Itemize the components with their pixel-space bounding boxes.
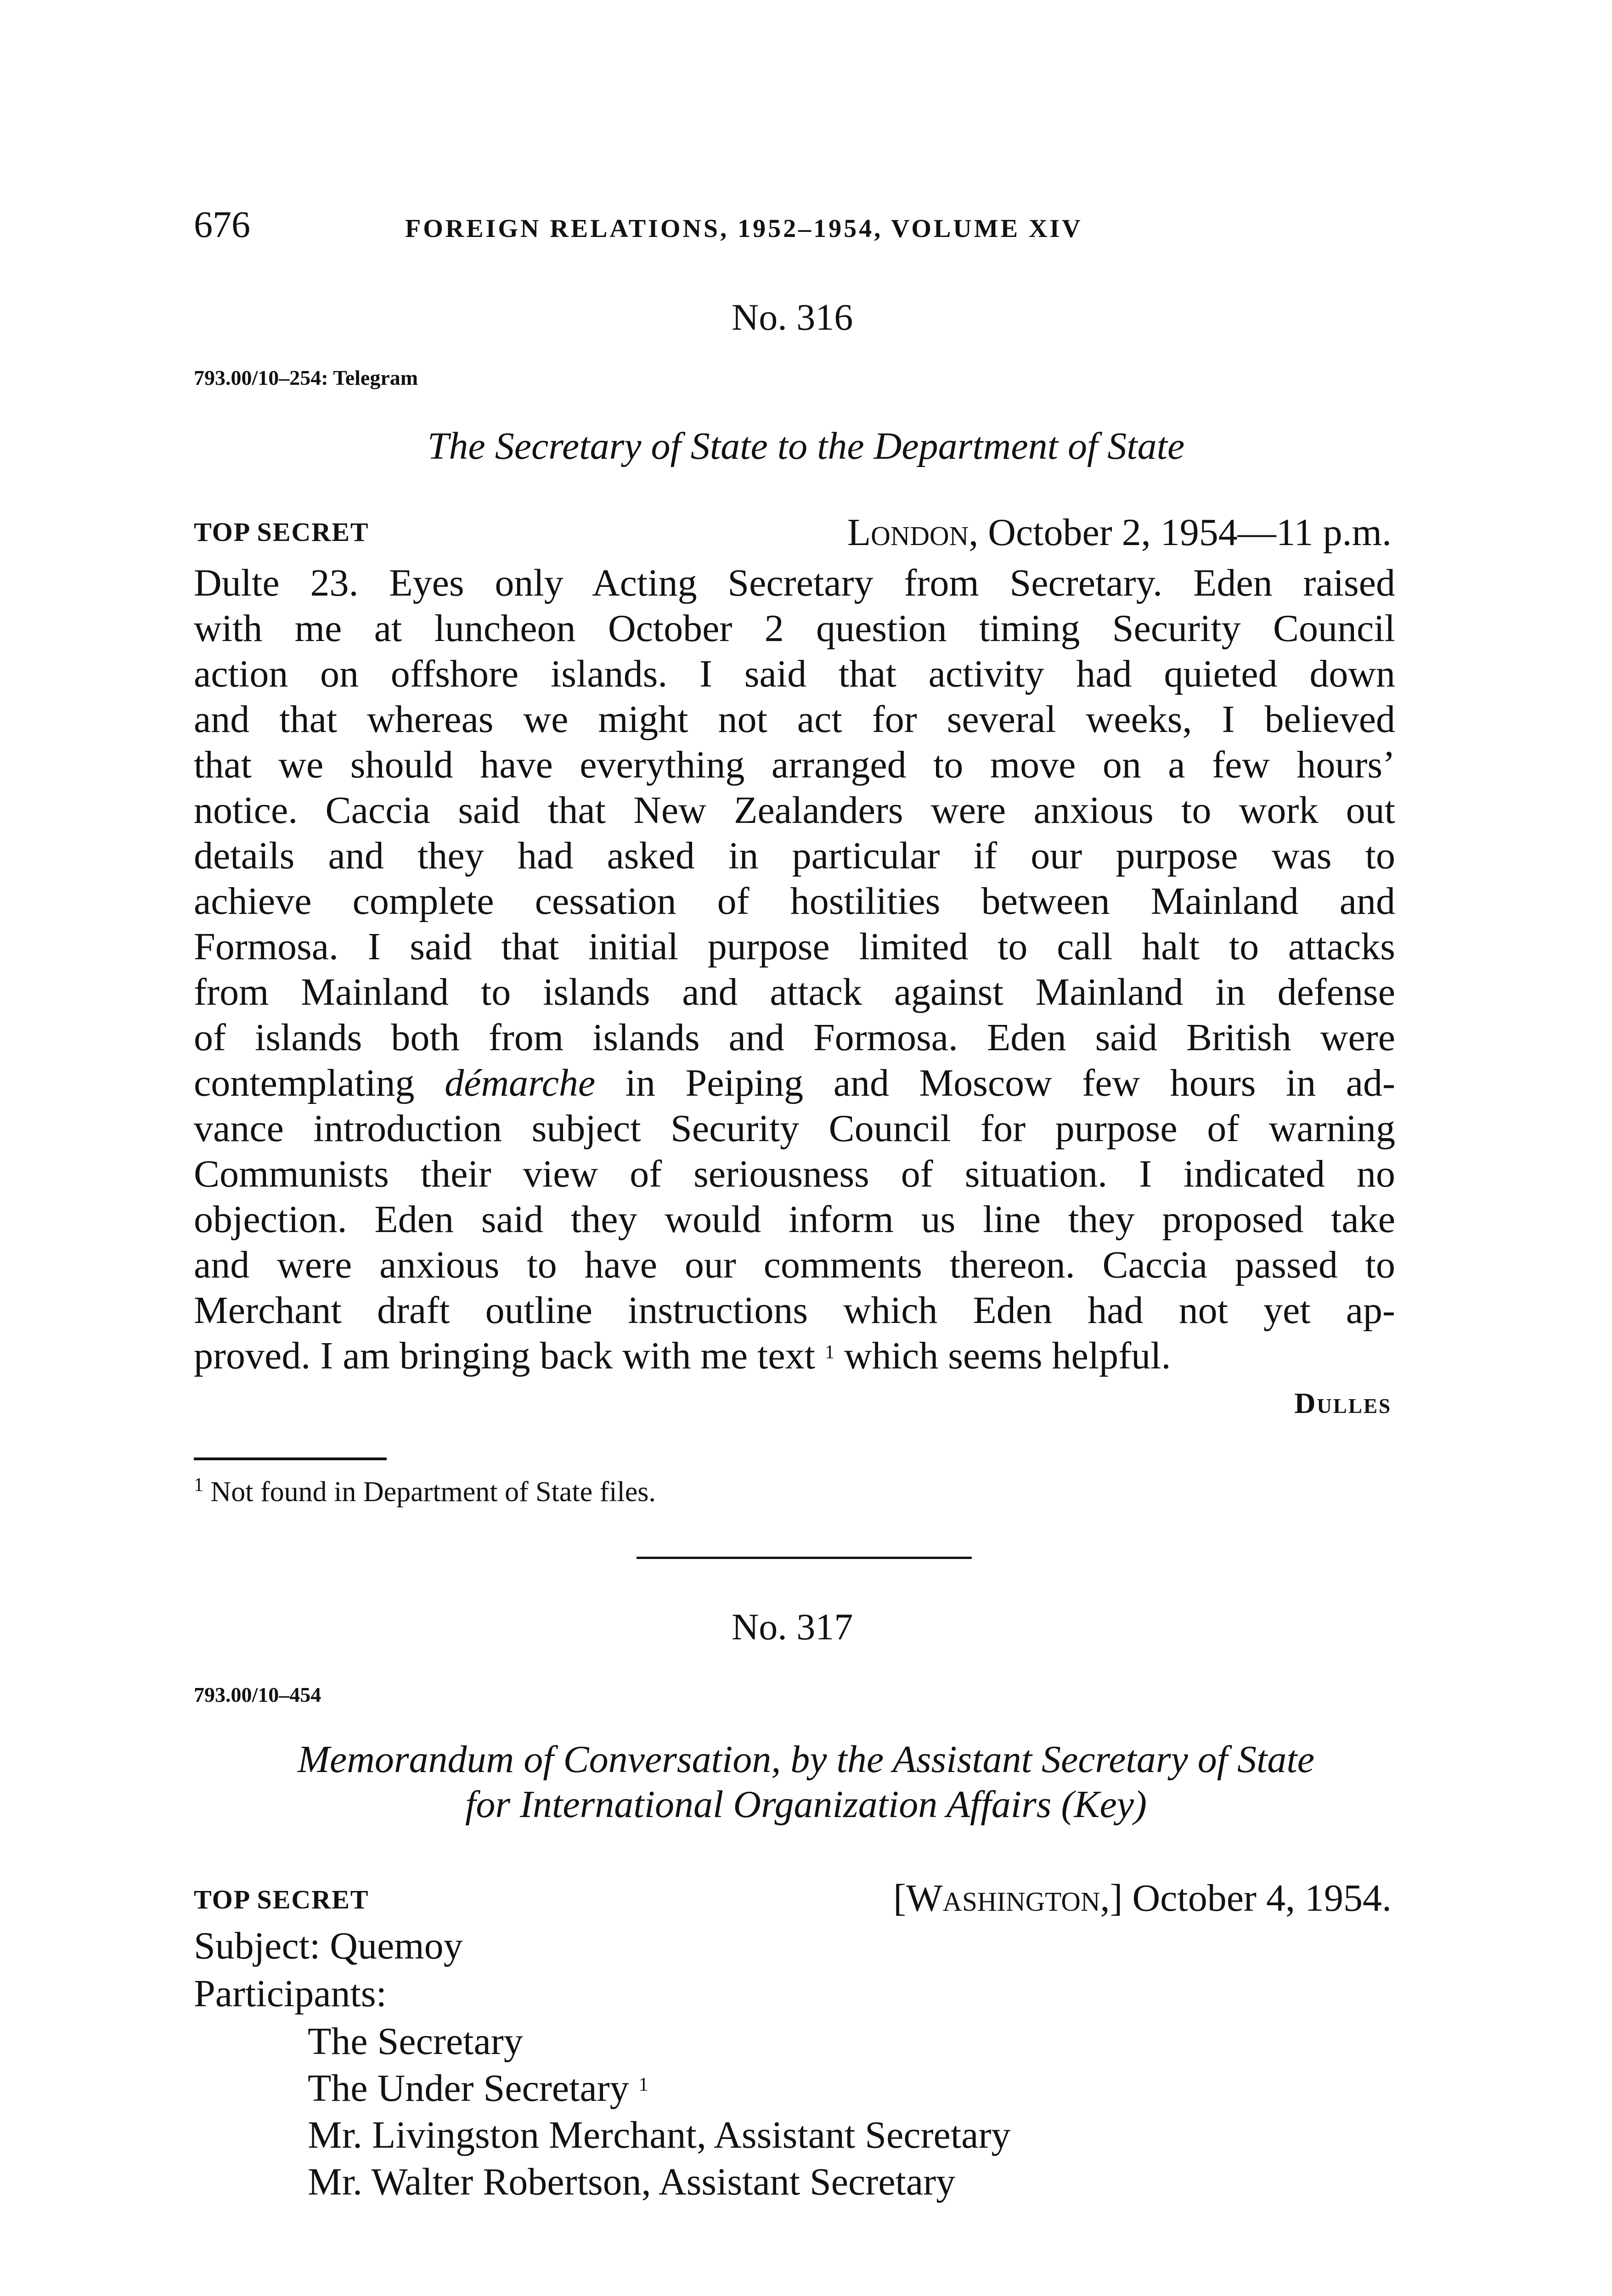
signature: Dulles	[1294, 1387, 1392, 1419]
dateline	[893, 1879, 1392, 1918]
footnote-text: Not found in Department of State files.	[210, 1476, 656, 1508]
body-line-start: contemplating	[194, 1062, 415, 1104]
body-line-start: proved. I am bringing back with me text	[194, 1334, 815, 1377]
body-line	[194, 1060, 1395, 1106]
demarche-italic: démarche	[445, 1062, 596, 1104]
document-number: No. 317	[732, 1606, 853, 1648]
dateline-date: , October 2, 1954—11 p.m.	[969, 511, 1392, 554]
footnote-marker: 1	[638, 2074, 648, 2095]
body-line: notice. Caccia said that New Zealanders were anxious to work out	[194, 789, 1395, 832]
footnote-number: 1	[194, 1474, 203, 1496]
dateline-place: Washington	[906, 1877, 1100, 1919]
footnote	[194, 1474, 656, 1508]
running-title: FOREIGN RELATIONS, 1952–1954, VOLUME XIV	[405, 214, 1083, 243]
file-reference: 793.00/10–454	[194, 1683, 321, 1706]
body-line: achieve complete cessation of hostilities between Mainland and	[194, 880, 1395, 923]
dateline-place: London	[847, 511, 969, 554]
body-line: action on offshore islands. I said that activity had quieted down	[194, 653, 1395, 695]
participant-name: The Under Secretary	[308, 2067, 629, 2110]
body-line: and that whereas we might not act for several weeks, I believed	[194, 698, 1395, 741]
classification-label: TOP SECRET	[194, 1885, 369, 1914]
memo-title-line-2: for International Organization Affairs (Key)	[465, 1783, 1147, 1826]
footnote-marker: 1	[824, 1342, 834, 1363]
body-line: vance introduction subject Security Council for purpose of warning	[194, 1107, 1395, 1150]
section-divider	[637, 1557, 972, 1559]
participant: Mr. Livingston Merchant, Assistant Secretary	[308, 2114, 1011, 2156]
body-line-rest: in Peiping and Moscow few hours in ad-	[595, 1062, 1396, 1104]
dateline-date: ,] October 4, 1954.	[1100, 1877, 1392, 1919]
footnote-divider	[194, 1458, 387, 1460]
body-line: that we should have everything arranged to move on a few hours’	[194, 743, 1395, 786]
memo-subject: Subject: Quemoy	[194, 1925, 463, 1967]
body-line: with me at luncheon October 2 question timing Security Council	[194, 607, 1395, 650]
body-line: Merchant draft outline instructions which Eden had not yet ap-	[194, 1289, 1395, 1332]
memo-title-line-1: Memorandum of Conversation, by the Assistant Secretary of State	[297, 1738, 1315, 1781]
body-line	[194, 1333, 1395, 1379]
file-reference: 793.00/10–254: Telegram	[194, 366, 418, 389]
page-number: 676	[194, 203, 250, 245]
body-line: and were anxious to have our comments thereon. Caccia passed to	[194, 1244, 1395, 1286]
document-title: The Secretary of State to the Department of State	[427, 425, 1185, 467]
body-line-end: which seems helpful.	[834, 1334, 1171, 1377]
body-line: Communists their view of seriousness of situation. I indicated no	[194, 1153, 1395, 1195]
body-line: Formosa. I said that initial purpose limited to call halt to attacks	[194, 925, 1395, 968]
document-number: No. 316	[732, 296, 853, 338]
dateline-bracket: [	[893, 1877, 907, 1919]
body-line: Dulte 23. Eyes only Acting Secretary from Secretary. Eden raised	[194, 562, 1395, 604]
participants-label: Participants:	[194, 1972, 387, 2015]
telegram-body	[194, 560, 1395, 1379]
body-line: of islands both from islands and Formosa. Eden said British were	[194, 1016, 1395, 1059]
body-line: from Mainland to islands and attack against Mainland in defense	[194, 971, 1395, 1013]
participant: The Secretary	[308, 2020, 523, 2063]
body-line: details and they had asked in particular if our purpose was to	[194, 834, 1395, 877]
participant: Mr. Walter Robertson, Assistant Secretary	[308, 2161, 956, 2203]
body-line: objection. Eden said they would inform us line they proposed take	[194, 1198, 1395, 1241]
classification-label: TOP SECRET	[194, 517, 369, 547]
participant	[308, 2069, 648, 2108]
dateline	[847, 513, 1392, 552]
